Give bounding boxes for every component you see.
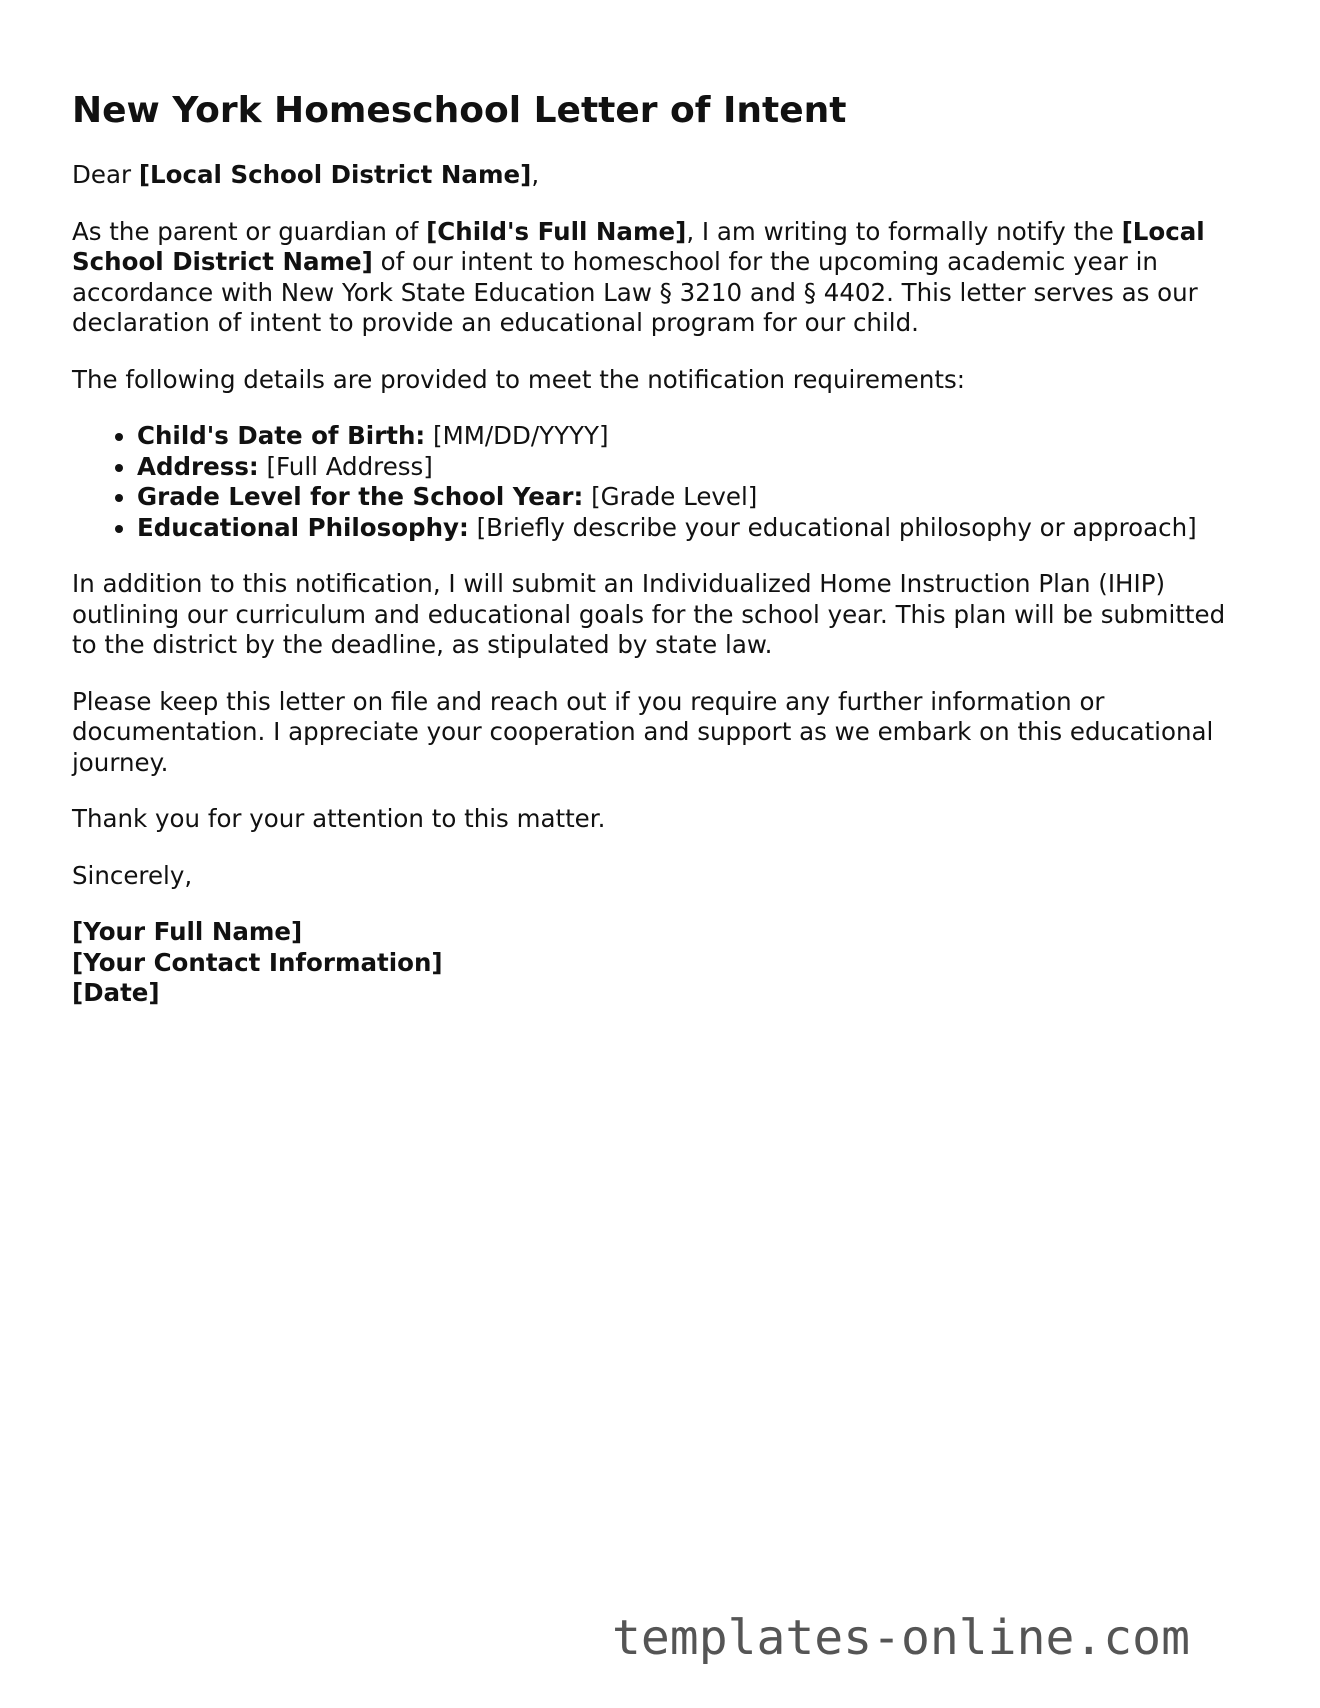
list-item [137,513,1252,544]
intro-text-3: of our intent to homeschool for the upcoming academic year in accordance with New York State Education Law § 3210 and § 4402. This letter serves as our declaration of intent to provide an educational program for our child. [72,247,1198,337]
page-title: New York Homeschool Letter of Intent [72,90,847,131]
detail-label: Address: [137,451,259,481]
closing: Sincerely, [72,860,193,890]
ihip-paragraph: In addition to this notification, I will submit an Individualized Home Instruction Plan (IHIP) outlining our curriculum and educational goals for the school year. This plan will be submitted to the district by the deadline, as stipulated by state law. [72,569,1226,659]
details-intro-paragraph: The following details are provided to meet the notification requirements: [72,364,965,394]
signature-contact: [Your Contact Information] [72,947,443,977]
list-item [137,482,1252,513]
watermark: templates-online.com [612,1610,1190,1666]
signature-block [72,917,1252,1009]
detail-value: [Full Address] [258,451,433,481]
intro-text-1: As the parent or guardian of [72,216,427,246]
signature-date: [Date] [72,978,160,1007]
thanks-paragraph: Thank you for your attention to this matter. [72,804,606,833]
file-paragraph: Please keep this letter on file and reach out if you require any further information or documentation. I appreciate your cooperation and support as we embark on this educational journey. [72,686,1214,777]
detail-label: Child's Date of Birth: [137,421,426,450]
salutation-prefix: Dear [72,160,139,189]
salutation [72,160,1252,191]
salutation-suffix: , [531,160,540,189]
intro-district: [Local School District Name] [72,216,1205,276]
intro-paragraph [72,217,1252,339]
detail-label: Educational Philosophy: [137,512,469,542]
signature-name: [Your Full Name] [72,917,303,946]
detail-value: [Briefly describe your educational philosophy or approach] [468,512,1197,542]
letter-page [72,88,1252,1009]
detail-label: Grade Level for the School Year: [137,482,584,511]
detail-value: [MM/DD/YYYY] [425,421,609,450]
details-list [72,421,1252,543]
intro-child-name: [Child's Full Name] [426,216,687,246]
salutation-district: [Local School District Name] [138,160,532,189]
intro-text-2: , I am writing to formally notify the [686,216,1122,246]
detail-value: [Grade Level] [583,482,758,511]
list-item [137,421,1252,452]
list-item [137,452,1252,483]
